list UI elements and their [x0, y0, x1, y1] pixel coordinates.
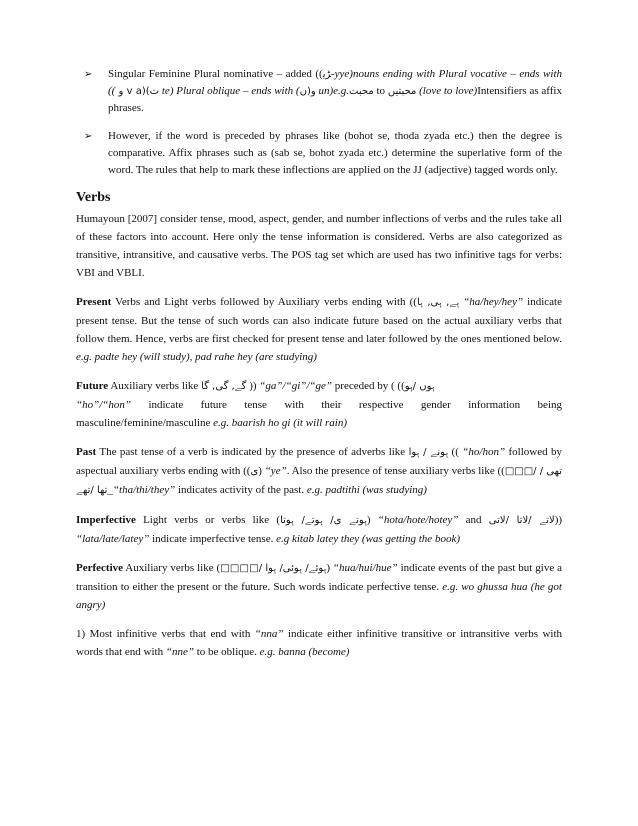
infinitive-rule-paragraph: 1) Most infinitive verbs that end with “nna” indicate either infinitive transitive or intransitive verbs with words that end with “nne” to be oblique. e.g. banna (become): [76, 628, 562, 658]
bullet-text: Singular Feminine Plural nominative – added ((ﮍﯾ-yye)nouns ending with Plural vocative – ends with (( و v a)(ت te) Plural oblique – ends with (ﮞ)و un)e.g.ﻣﺤﺒﺖ to ﻣﺤﺒﺘﯿﮟ (love to love)Intensifiers as affix phrases.: [108, 68, 562, 114]
bullet-comparative: [76, 128, 562, 179]
arrow-bullet-icon: ➢: [84, 69, 93, 80]
perfective-paragraph: Perfective Auxiliary verbs like (□□□□/ ﮨﻮﺋﮯ/ ﮨﻮﺋﯽ/ ﮨﻮﺍ) “hua/hui/hue” indicate events of the past but give a transition to either the present or the future. Such words indicate perfective tense. e.g. wo ghussa hua (he got angry): [76, 562, 562, 611]
future-paragraph: Future Auxiliary verbs like ﮔﮯ, ﮔﯽ, ﮔﺎ )) “ga”/“gi”/“ge” preceded by ( ((ﮨﻮﮞ /ﮨﻮ “ho”/“hon” indicate future tense with their respective gender information being masculine/feminine/masculine e.g. baarish ho gi (it will rain): [76, 380, 562, 429]
arrow-bullet-icon: ➢: [84, 131, 93, 142]
verbs-heading: Verbs: [76, 190, 111, 205]
intro-paragraph: Humayoun [2007] consider tense, mood, aspect, gender, and number inflections of verbs and the rules take all of these factors into account. Here only the tense information is considered. Verbs are also categorized as transitive, intransitive, and causative verbs. The POS tag set which are used has two infinitive tags for verbs: VBI and VBLI.: [76, 213, 562, 279]
present-paragraph: Present Verbs and Light verbs followed by Auxiliary verbs ending with ((ﮨﮯ, ﮨﯽ, ﮨﺎ “ha/hey/hey” indicate present tense. But the tense of such words can also indicate future based on the actual auxiliary verbs that follow them. Hence, verbs are first checked for present tense and later followed by the ones mentioned below. e.g. padte hey (will study), pad rahe hey (are studying): [76, 296, 562, 363]
bullet-text: However, if the word is preceded by phrases like (bohot se, thoda zyada etc.) then the degree is comparative. Affix phrases such as (sab se, bohot zyada etc.) determine the superlative form of the word. The rules that help to mark these inflections are applied on the JJ (adjective) tagged words only.: [108, 130, 562, 176]
imperfective-paragraph: Imperfective Light verbs or verbs like (ﮨﻮﺗﮯ ﯼ/ ﮨﻮﺗﮯ/ ﮨﻮﺗﺎ) “hota/hote/hotey” and ﻻﺗﮯ /ﻻﺗﺎ /ﻻﺗﯽ)) “lata/late/latey” indicate imperfective tense. e.g kitab latey they (was getting the book): [76, 514, 563, 545]
past-paragraph: Past The past tense of a verb is indicated by the presence of adverbs like ﮨﻮﻧﮯ / ﮨﻮﺍ (( “ho/hon” followed by aspectual auxiliary verbs ending with ((ﯼ) “ye”. Also the presence of tense auxiliary verbs like ((□□□/ ﺗﮭﯽ /ﺗﮭﺎ /ﺗﮭﮯ_“tha/thi/they” indicates activity of the past. e.g. padtithi (was studying): [76, 446, 563, 496]
bullet-feminine-plural: [76, 66, 562, 117]
